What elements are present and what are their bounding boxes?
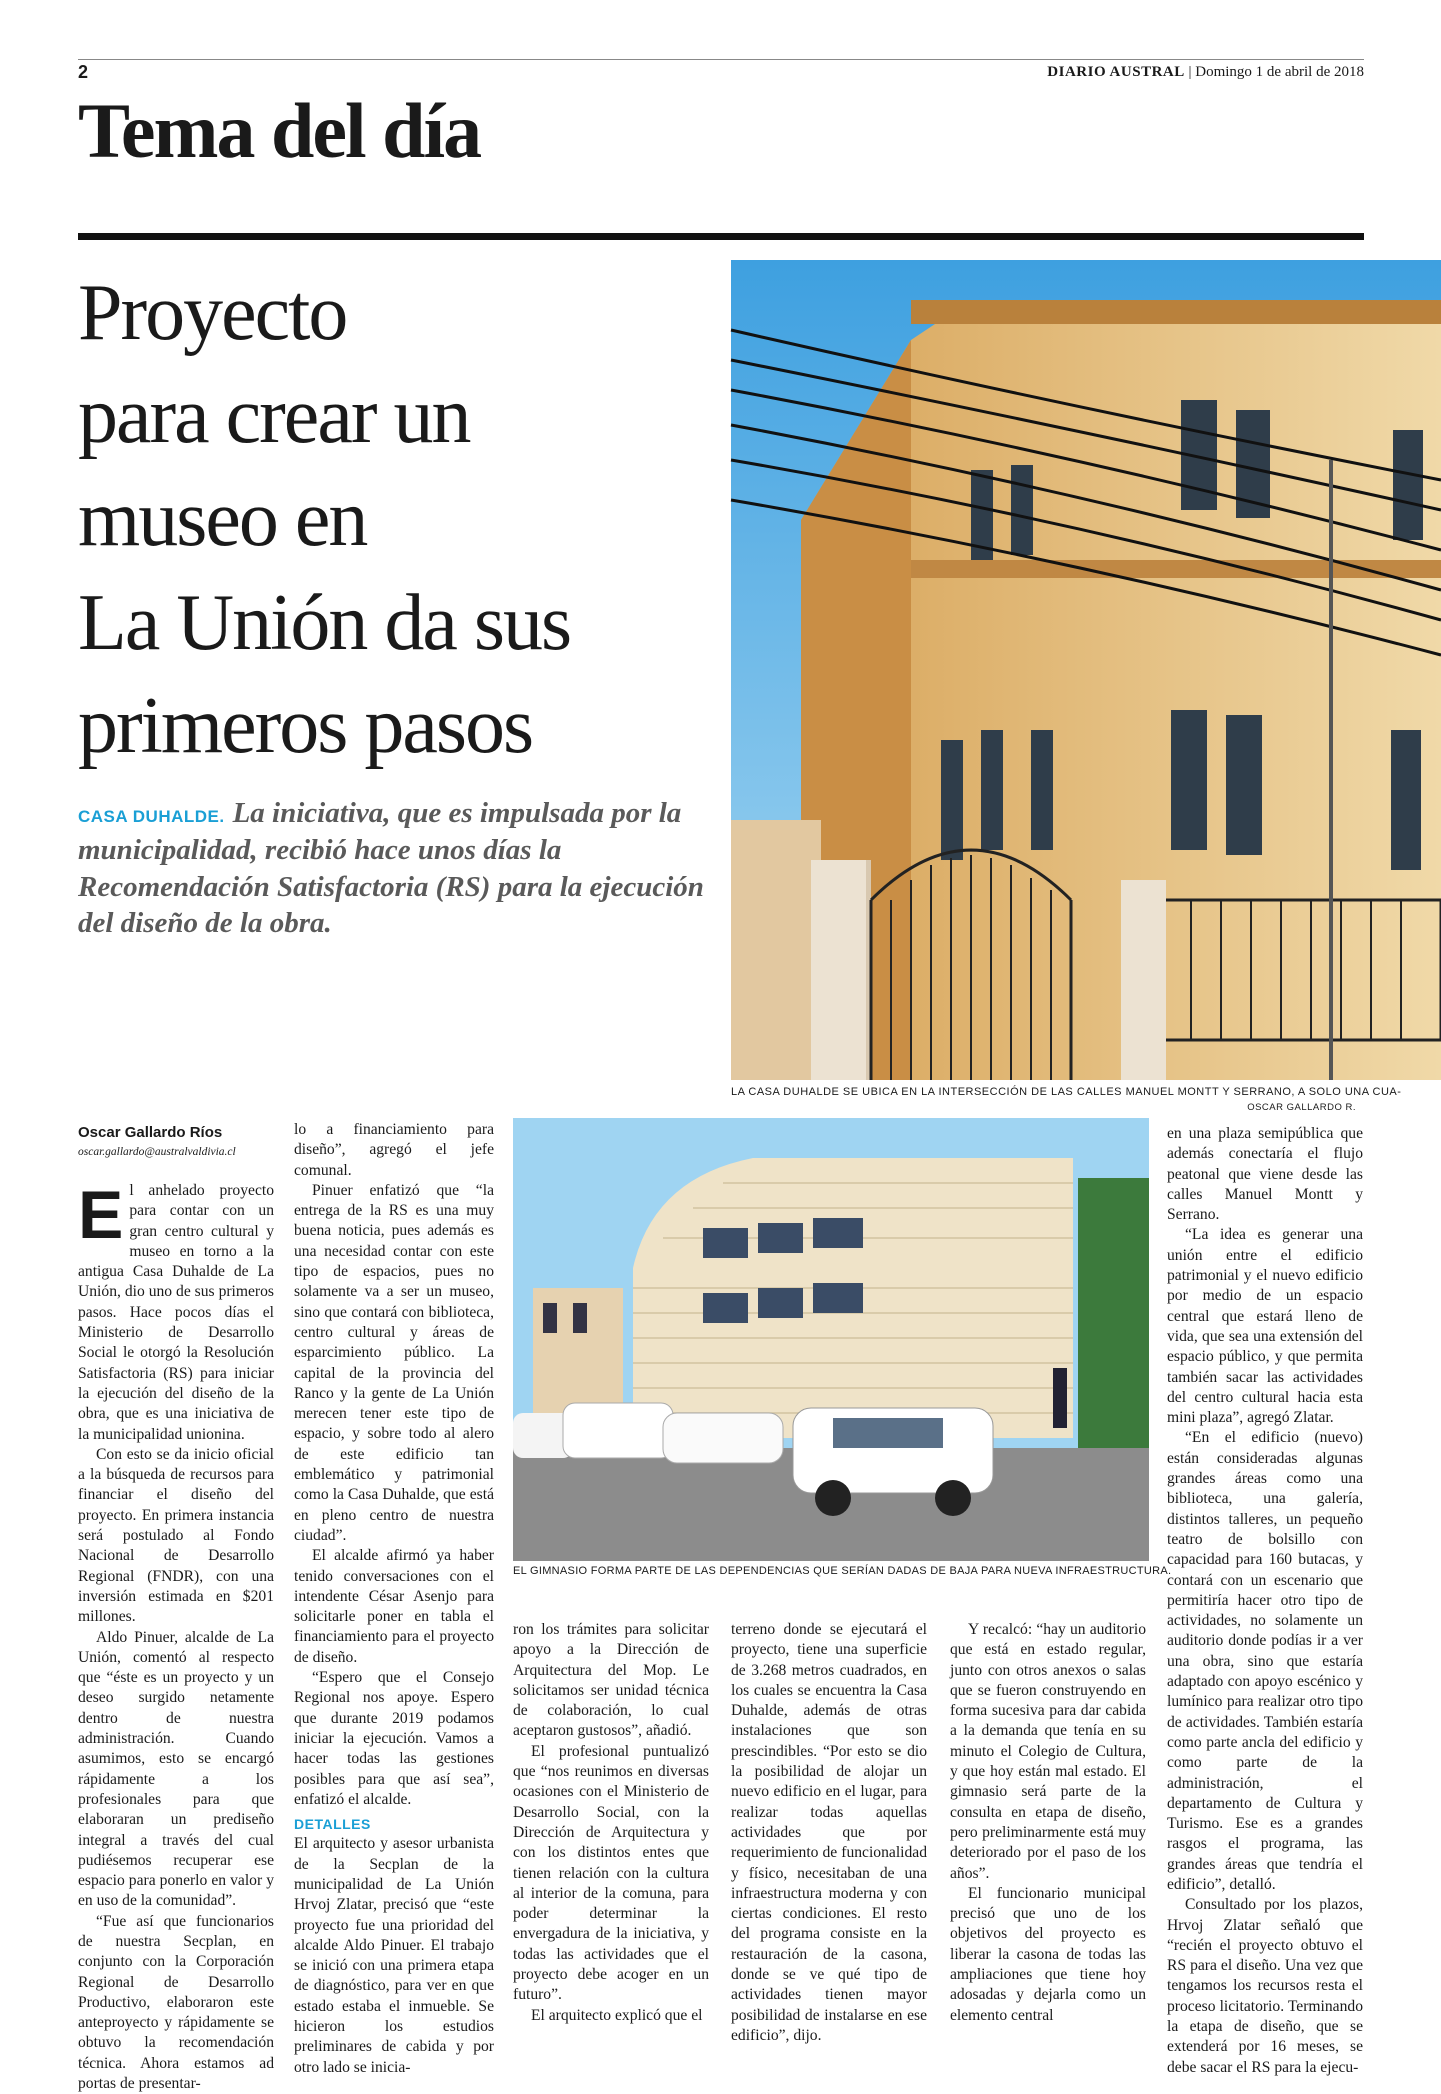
photo1-caption: LA CASA DUHALDE SE UBICA EN LA INTERSECCIÓN DE LAS CALLES MANUEL MONTT Y SERRANO, A SOLO UNA CUA- [731, 1086, 1402, 1098]
article-column-3 [513, 1620, 709, 2024]
paragraph: en una plaza semipública que además conectaría el flujo peatonal que viene desde las calles Manuel Montt y Serrano. [1167, 1125, 1363, 1224]
running-head-separator: | [1184, 64, 1196, 80]
paragraph: “Espero que el Consejo Regional nos apoye. Espero que durante 2019 podamos iniciar la ejecución. Vamos a hacer todas las gestiones posibles para que así sea”, enfatizó el alcalde. [294, 1669, 494, 1808]
gymnasium-photo [513, 1118, 1149, 1561]
paragraph: terreno donde se ejecutará el proyecto, tiene una superficie de 3.268 metros cuadrados, en los cuales se encuentra la Casa Duhalde, además de otras instalaciones que son prescindibles. “Por esto se dio la posibilidad de alojar un nuevo edificio en el lugar, para realizar todas aquellas actividades que por requerimiento de funcionalidad y físico, necesitaban de una infraestructura moderna y con ciertas condiciones. El resto del programa consiste en la restauración de la casona, donde se ve qué tipo de actividades tienen mayor posibilidad de instalarse en ese edificio”, dijo. [731, 1621, 927, 2044]
drop-cap: E [78, 1177, 124, 1253]
author-email: oscar.gallardo@australvaldivia.cl [78, 1146, 236, 1158]
running-head [1047, 64, 1364, 81]
article-column-6 [1167, 1124, 1363, 2076]
paragraph: El profesional puntualizó que “nos reunimos en diversas ocasiones con el Ministerio de Desarrollo Social, con la Dirección de Arquitectura y con los distintos entes que tienen relación con la cultura al interior de la comuna, para poder determinar la envergadura de la iniciativa, y todas las actividades que el proyecto debe acoger en un futuro”. [513, 1742, 709, 2004]
subheading-detalles: DETALLES [294, 1816, 371, 1833]
deck [78, 795, 708, 942]
paragraph [78, 1177, 274, 1445]
paragraph: Consultado por los plazos, Hrvoj Zlatar señaló que “recién el proyecto obtuvo el RS para el diseño. Una vez que tengamos los recursos resta el proceso licitatorio. Terminando la etapa de diseño, que se extenderá por 16 meses, se debe sacar el RS para la ejecu- [1167, 1896, 1363, 2076]
paragraph: “Fue así que funcionarios de nuestra Secplan, en conjunto con la Corporación Regional de Desarrollo Productivo, elaboraron este anteproyecto y rápidamente se obtuvo la recomendación técnica. Ahora estamos ad portas de presentar- [78, 1912, 274, 2093]
deck-kicker: CASA DUHALDE. [78, 807, 225, 826]
article-column-4 [731, 1620, 927, 2044]
article-column-2 [294, 1120, 494, 2076]
paragraph: lo a financiamiento para diseño”, agregó el jefe comunal. [294, 1121, 494, 1179]
section-rule [78, 233, 1364, 240]
casa-duhalde-photo [731, 260, 1441, 1080]
headline: Proyecto para crear un museo en La Unión da sus primeros pasos [78, 269, 571, 770]
paragraph: Y recalcó: “hay un auditorio que está en estado regular, junto con otros anexos o salas que se fueron construyendo en forma sucesiva para dar cabida a la demanda que tenía en su minuto el Colegio de Cultura, y que hoy están mal estado. El gimnasio será parte de la consulta en etapa de diseño, pero preliminarmente está muy deteriorado por el paso de los años”. [950, 1621, 1146, 1882]
top-rule [78, 59, 1364, 60]
paragraph: “En el edificio (nuevo) están consideradas algunas grandes áreas como una biblioteca, una galería, distintos talleres, un pequeño teatro de bolsillo con capacidad para 160 butacas, y contará con un escenario que permitiría hacer otro tipo de actividades, no solamente un auditorio donde podías ir a ver una obra, sino que estaría adaptado con apoyo escénico y lumínico para realizar otro tipo de actividades. También estaría como parte ancla del edificio y como parte de la administración, el departamento de Cultura y Turismo. Ese es a grandes rasgos el programa, las grandes áreas que tendría el edificio”, detalló. [1167, 1429, 1363, 1893]
paragraph: ron los trámites para solicitar apoyo a la Dirección de Arquitectura del Mop. Le solicitamos ser unidad técnica de colaboración, lo cual aceptaron gustosos”, añadió. [513, 1621, 709, 1740]
paragraph: Con esto se da inicio oficial a la búsqueda de recursos para financiar el diseño del proyecto. En primera instancia será postulado al Fondo Nacional de Desarrollo Regional (FNDR), con una inversión estimada en $201 millones. [78, 1445, 274, 1626]
paragraph: Pinuer enfatizó que “la entrega de la RS es una muy buena noticia, pues además es una necesidad contar con este tipo de espacios, pues no solamente va a ser un museo, sino que contará con biblioteca, centro cultural y áreas de esparcimiento público. La capital de la provincia del Ranco y la gente de La Unión merecen tener este tipo de espacio, y sobre todo al alero de este edificio tan emblemático y patrimonial como la Casa Duhalde, que está en pleno centro de nuestra ciudad”. [294, 1181, 494, 1544]
author-name: Oscar Gallardo Ríos [78, 1124, 223, 1141]
photo1-credit: OSCAR GALLARDO R. [1247, 1102, 1356, 1113]
page-number: 2 [78, 62, 89, 82]
issue-date: Domingo 1 de abril de 2018 [1195, 64, 1364, 80]
photo2-caption: EL GIMNASIO FORMA PARTE DE LAS DEPENDENCIAS QUE SERÍAN DADAS DE BAJA PARA NUEVA INFRAESTRUCTURA. [513, 1565, 1172, 1577]
article-column-1 [78, 1177, 274, 2093]
article-column-5 [950, 1620, 1146, 2024]
paragraph: “La idea es generar una unión entre el edificio patrimonial y el nuevo edificio por medio de un espacio central que estará lleno de vida, que sea una extensión del espacio público, y que permita también sacar las actividades del centro cultural hacia esta mini plaza”, agregó Zlatar. [1167, 1226, 1363, 1427]
paragraph: El arquitecto y asesor urbanista de la Secplan de la municipalidad de La Unión Hrvoj Zlatar, precisó que “este proyecto fue una prioridad del alcalde Aldo Pinuer. El trabajo se inició con una primera etapa de diagnóstico, para ver en que estado estaba el inmueble. Se hicieron los estudios preliminares de cabida y por otro lado se inicia- [294, 1835, 494, 2076]
paragraph: El arquitecto explicó que el [531, 2006, 703, 2024]
paragraph: El alcalde afirmó ya haber tenido conversaciones con el intendente César Asenjo para solicitarle poner en tabla el financiamiento para el proyecto de diseño. [294, 1547, 494, 1666]
paragraph-text: l anhelado proyecto para contar con un gran centro cultural y museo en torno a la antigua Casa Duhalde de La Unión, dio uno de sus primeros pasos. Hace pocos días el Ministerio de Desarrollo Social le otorgó la Resolución Satisfactoria (RS) para iniciar la ejecución del diseño de la obra, que es una iniciativa de la municipalidad unionina. [78, 1182, 274, 1443]
deck-text: La iniciativa, que es impulsada por la municipalidad, recibió hace unos días la Recomendación Satisfactoria (RS) para la ejecución del diseño de la obra. [78, 797, 704, 940]
newspaper-name: DIARIO AUSTRAL [1047, 64, 1185, 80]
paragraph: El funcionario municipal precisó que uno de los objetivos del proyecto es liberar la casona de todas las ampliaciones que tiene hoy adosadas y dejarla como un elemento central [950, 1884, 1146, 2024]
section-title: Tema del día [78, 87, 481, 174]
paragraph: Aldo Pinuer, alcalde de La Unión, comentó al respecto que “éste es un proyecto y un deseo surgido netamente dentro de nuestra administración. Cuando asumimos, esto se encargó rápidamente a los profesionales para que elaboraran un prediseño integral a través del cual pudiésemos recuperar ese espacio para ponerlo en valor y en uso de la comunidad”. [78, 1628, 274, 1910]
